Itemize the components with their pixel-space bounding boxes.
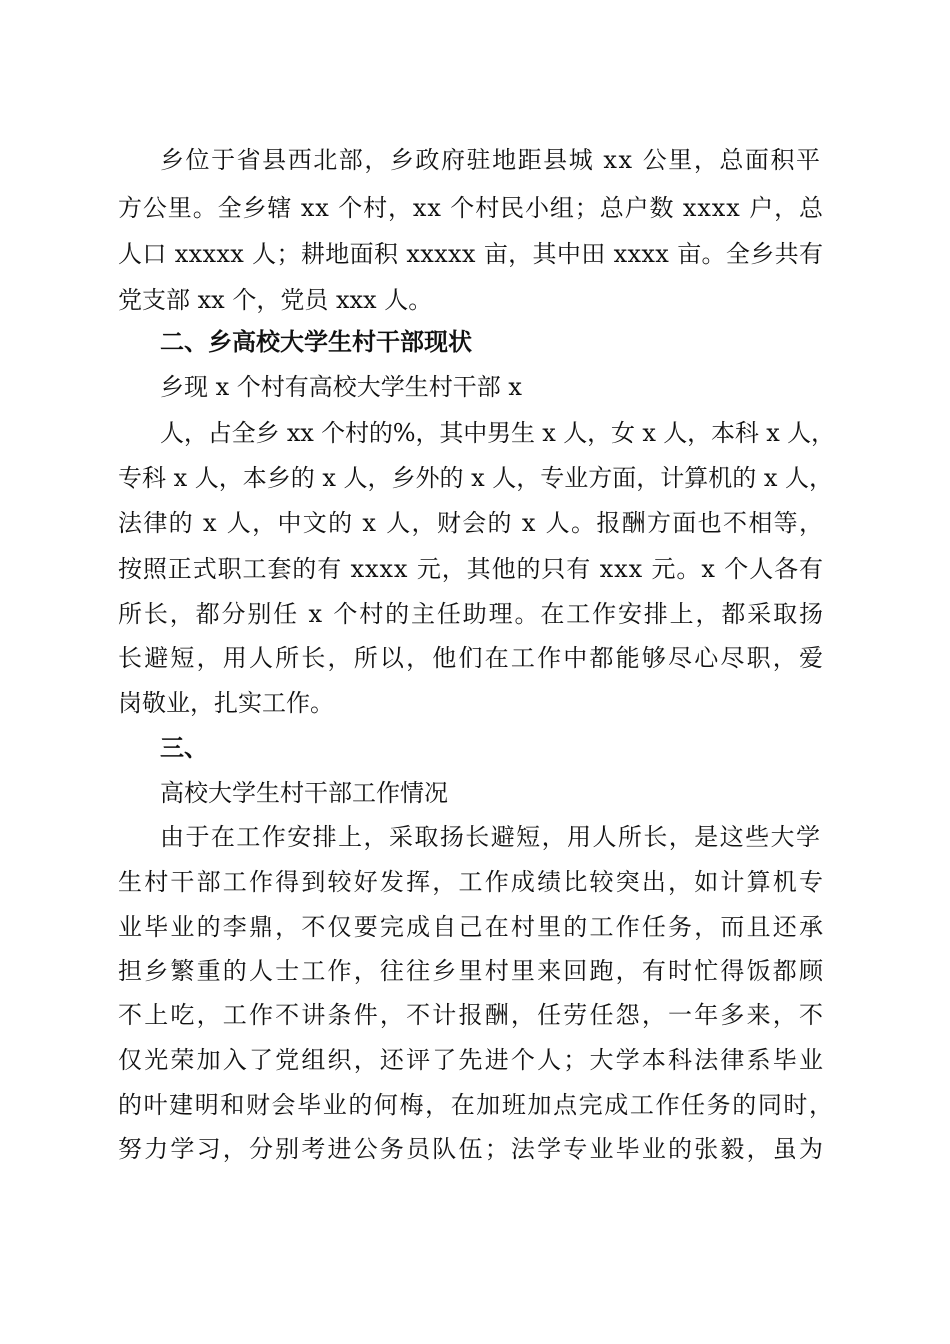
section-heading-3: 三、 [160,734,208,762]
body-line-11: 所长，都分别任 x 个村的主任助理。在工作安排上，都采取扬 [118,600,825,628]
body-line-3: 人口 xxxxx 人；耕地面积 xxxxx 亩，其中田 xxxx 亩。全乡共有 [118,240,824,268]
body-line-10: 按照正式职工套的有 xxxx 元，其他的只有 xxx 元。x 个人各有 [118,555,824,583]
body-line-2: 方公里。全乡辖 xx 个村，xx 个村民小组；总户数 xxxx 户，总 [118,194,824,222]
body-line-4: 党支部 xx 个，党员 xxx 人。 [118,286,433,314]
body-line-6: 乡现 x 个村有高校大学生村干部 x [160,373,522,401]
body-line-22: 的叶建明和财会毕业的何梅，在加班加点完成工作任务的同时， [118,1091,835,1119]
body-line-1: 乡位于省县西北部，乡政府驻地距县城 xx 公里，总面积平 [160,146,822,174]
body-line-20: 不上吃，工作不讲条件，不计报酬，任劳任怨，一年多来，不 [118,1001,826,1029]
section-title-3: 高校大学生村干部工作情况 [160,779,448,807]
body-line-12: 长避短，用人所长，所以，他们在工作中都能够尽心尽职，爱 [118,644,826,672]
body-line-17: 生村干部工作得到较好发挥，工作成绩比较突出，如计算机专 [118,868,826,896]
body-line-8: 专科 x 人，本乡的 x 人，乡外的 x 人，专业方面，计算机的 x 人， [118,464,833,492]
body-line-21: 仅光荣加入了党组织，还评了先进个人；大学本科法律系毕业 [118,1046,826,1074]
body-line-23: 努力学习，分别考进公务员队伍；法学专业毕业的张毅，虽为 [118,1135,826,1163]
body-line-9: 法律的 x 人，中文的 x 人，财会的 x 人。报酬方面也不相等， [118,509,825,537]
body-line-19: 担乡繁重的人士工作，往往乡里村里来回跑，有时忙得饭都顾 [118,957,826,985]
section-heading-2: 二、乡高校大学生村干部现状 [160,328,472,356]
body-line-16: 由于在工作安排上，采取扬长避短，用人所长，是这些大学 [160,823,822,851]
body-line-13: 岗敬业，扎实工作。 [118,689,334,717]
body-line-18: 业毕业的李鼎，不仅要完成自己在村里的工作任务，而且还承 [118,913,826,941]
body-line-7: 人，占全乡 xx 个村的%，其中男生 x 人，女 x 人，本科 x 人， [160,419,835,447]
